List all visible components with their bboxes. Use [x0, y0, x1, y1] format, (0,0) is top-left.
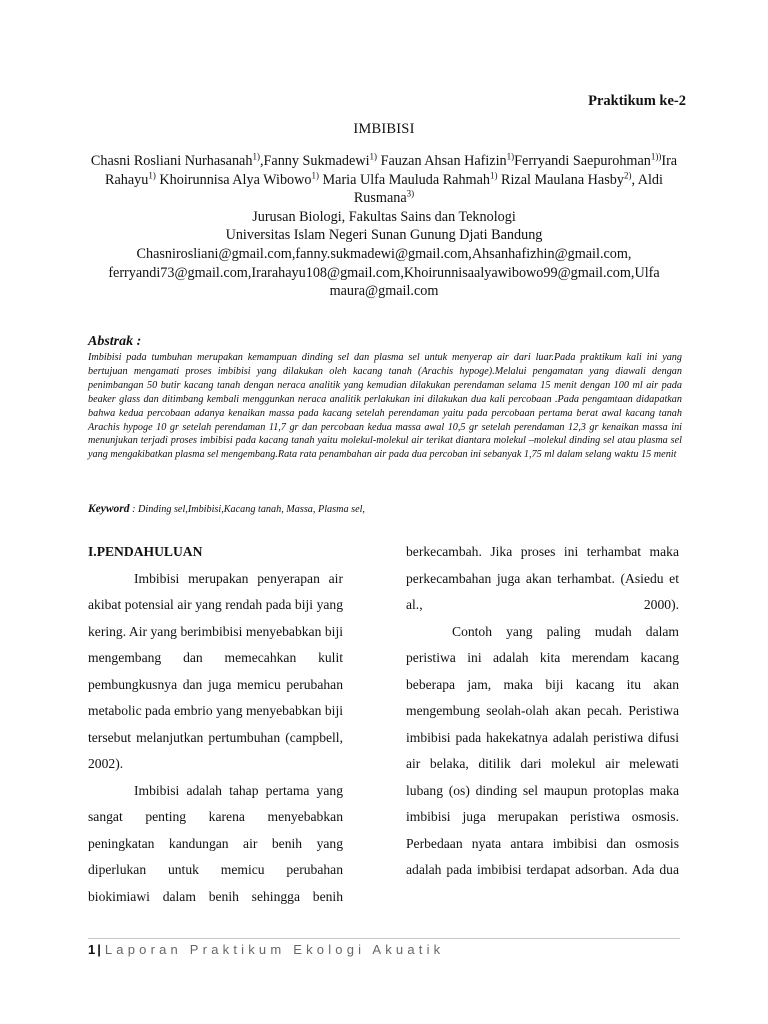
section-heading: I.PENDAHULUAN	[88, 544, 203, 559]
affiliation-mark: 1)	[489, 169, 498, 180]
page-footer	[88, 942, 444, 957]
page-number: 1	[88, 942, 96, 957]
paragraph: Imbibisi adalah tahap pertama yang sangat penting karena menyebabkan peningkatan kandungan air benih yang diperlukan untuk memicu perubahan biokimiawi dalam benih sehingga benih	[88, 782, 343, 904]
abstract-heading: Abstrak :	[88, 334, 142, 349]
right-column	[406, 539, 679, 884]
affiliation-mark: 1)	[506, 151, 515, 162]
keywords	[88, 503, 365, 515]
keyword-list: : Dinding sel,Imbibisi,Kacang tanah, Massa, Plasma sel,	[129, 504, 365, 515]
author-name: Ferryandi Saepurohman	[514, 153, 651, 169]
author-name: , Aldi Rusmana	[353, 171, 663, 207]
affiliation-mark: 2)	[623, 169, 632, 180]
affiliation-mark: 1)	[311, 169, 319, 180]
author-name: Rizal Maulana Hasby	[497, 171, 624, 188]
author-name: ,Fanny Sukmadewi	[259, 153, 370, 169]
paragraph: Imbibisi merupakan penyerapan air akibat potensial air yang rendah pada biji yang kering. Air yang berimbibisi menyebabkan biji mengembang dan memecahkan kulit pembungkusnya dan juga memicu perubahan metabolic pada embrio yang menyebabkan biji tersebut melanjutkan pertumbuhan (campbell, 2002).	[88, 570, 343, 771]
author-name: Khoirunnisa Alya Wibowo	[155, 171, 312, 188]
affiliation-mark: 3)	[406, 188, 415, 199]
author-name: Chasni Rosliani Nurhasanah	[90, 153, 253, 169]
paragraph: berkecambah. Jika proses ini terhambat maka perkecambahan juga akan terhambat. (Asiedu et al., 2000).	[406, 544, 679, 612]
email-line: maura@gmail.com	[329, 283, 439, 300]
email-line: Chasnirosliani@gmail.com,fanny.sukmadewi@gmail.com,Ahsanhafizhin@gmail.com,	[136, 245, 632, 262]
author-name: Maria Ulfa Mauluda Rahmah	[318, 171, 490, 188]
affiliation-mark: 1))	[650, 151, 662, 162]
left-column	[88, 539, 343, 910]
university: Universitas Islam Negeri Sunan Gunung Djati Bandung	[225, 227, 543, 244]
abstract-body: Imbibisi pada tumbuhan merupakan kemampuan dinding sel dan plasma sel untuk menyerap air dari luar.Pada praktikum kali ini yang bertujuan mengamati proses imbibisi yang dilakukan oleh kacang tanah (Arachis hypoge).Melalui pengamatan yang diawali dengan penimbangan 50 butir kacang tanah dengan neraca analitik yang kemudian dilakukan perendaman selama 15 menit dengan 100 ml air pada beaker glass dan ditimbang kembali menggunkan neraca analitik perlakukan ini dilakukan dua kali percobaan .Pada pengamtaan didapatkan bahwa kedua percobaan adanya kenaikan massa pada kacang setelah perendaman yaitu pada percobaan pertama berat awal kacang tanah Arachis hypoge 10 gr setelah perendaman 11,7 gr dan percobaan kedua massa awal 10,5 gr setelah perendaman 12,3 gr kenaikan massa ini menunjukan terjadi proses imbibisi pada kacang tanah yaitu molekul-molekul air terikat diantara molekul –molekul dinding sel atau plasma sel yang mengakibatkan plasma sel mengembang.Rata rata penambahan air pada dua percoban ini sebanyak 1,75 ml dalam selang waktu 15 menit	[88, 352, 682, 461]
email-line: ferryandi73@gmail.com,Irarahayu108@gmail.com,Khoirunnisaalyawibowo99@gmail.com,Ulfa	[108, 264, 660, 281]
affiliation-mark: 1)	[148, 169, 156, 180]
affiliation-mark: 1)	[252, 151, 260, 162]
affiliation-mark: 1)	[369, 151, 378, 162]
keyword-label: Keyword	[88, 503, 130, 515]
paper-title: IMBIBISI	[353, 121, 415, 137]
department: Jurusan Biologi, Fakultas Sains dan Teknologi	[252, 208, 516, 225]
practicum-label: Praktikum ke-2	[588, 93, 686, 109]
paragraph: Contoh yang paling mudah dalam peristiwa ini adalah kita merendam kacang beberapa jam, maka biji kacang itu akan mengembung seolah-olah akan pecah. Peristiwa imbibisi pada hakekatnya adalah peristiwa difusi air belaka, ditilik dari molekul air melewati lubang (os) dinding sel maupun protoplas maka imbibisi juga merupakan peristiwa osmosis. Perbedaan nyata antara imbibisi dan osmosis adalah pada imbibisi terdapat adsorban. Ada dua	[406, 623, 679, 877]
author-name: Fauzan Ahsan Hafizin	[377, 153, 507, 169]
footer-separator: |	[97, 942, 101, 957]
footer-title: Laporan Praktikum Ekologi Akuatik	[104, 942, 445, 957]
author-block	[85, 152, 683, 301]
footer-divider	[88, 938, 680, 939]
author-name: Ira Rahayu	[105, 153, 678, 188]
